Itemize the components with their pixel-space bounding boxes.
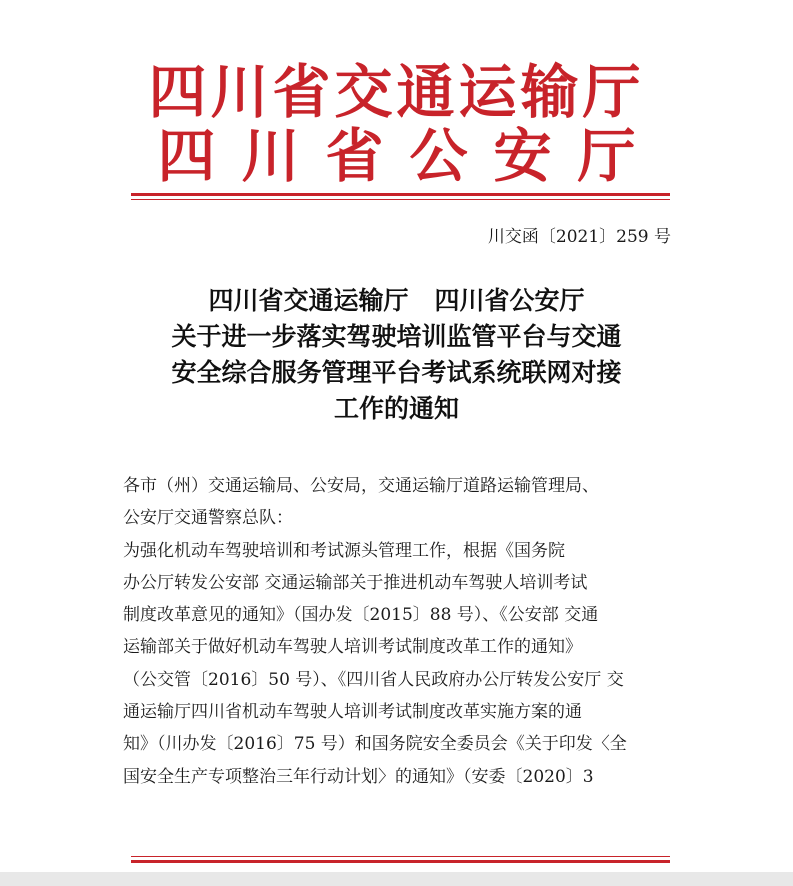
red-divider-thin — [131, 199, 670, 200]
body-line: 国安全生产专项整治三年行动计划〉的通知》（安委〔2020〕3 — [123, 766, 594, 787]
body-line: 办公厅转发公安部 交通运输部关于推进机动车驾驶人培训考试 — [123, 572, 588, 593]
body-line: 制度改革意见的通知》（国办发〔2015〕88 号）、《公安部 交通 — [123, 605, 599, 626]
title-line: 四川省交通运输厅 四川省公安厅 — [208, 286, 585, 315]
red-divider-bottom-thick — [131, 860, 670, 863]
letterhead-transport-dept: 四川省交通运输厅 — [148, 58, 645, 126]
title-line: 关于进一步落实驾驶培训监管平台与交通 — [171, 322, 622, 351]
body-line: 公安厅交通警察总队： — [123, 508, 293, 529]
body-line: 知》（川办发〔2016〕75 号）和国务院安全委员会《关于印发〈全 — [123, 734, 627, 755]
body-line: 运输部关于做好机动车驾驶人培训考试制度改革工作的通知》 — [123, 637, 582, 658]
body-line: 为强化机动车驾驶培训和考试源头管理工作，根据《国务院 — [123, 540, 565, 561]
title-line: 安全综合服务管理平台考试系统联网对接 — [171, 358, 622, 387]
page-bottom-edge — [0, 872, 793, 886]
body-line: （公交管〔2016〕50 号）、《四川省人民政府办公厅转发公安厅 交 — [123, 669, 624, 690]
red-divider-bottom-thin — [131, 856, 670, 857]
red-divider-thick — [131, 193, 670, 196]
title-line: 工作的通知 — [333, 394, 459, 423]
document-number: 川交函〔2021〕259 号 — [487, 227, 671, 247]
document-body — [123, 470, 679, 793]
body-line: 各市（州）交通运输局、公安局，交通运输厅道路运输管理局、 — [123, 476, 599, 496]
letterhead-public-security-dept: 四川省公安厅 — [157, 122, 662, 190]
document-title — [0, 283, 793, 427]
body-line: 通运输厅四川省机动车驾驶人培训考试制度改革实施方案的通 — [123, 702, 582, 723]
